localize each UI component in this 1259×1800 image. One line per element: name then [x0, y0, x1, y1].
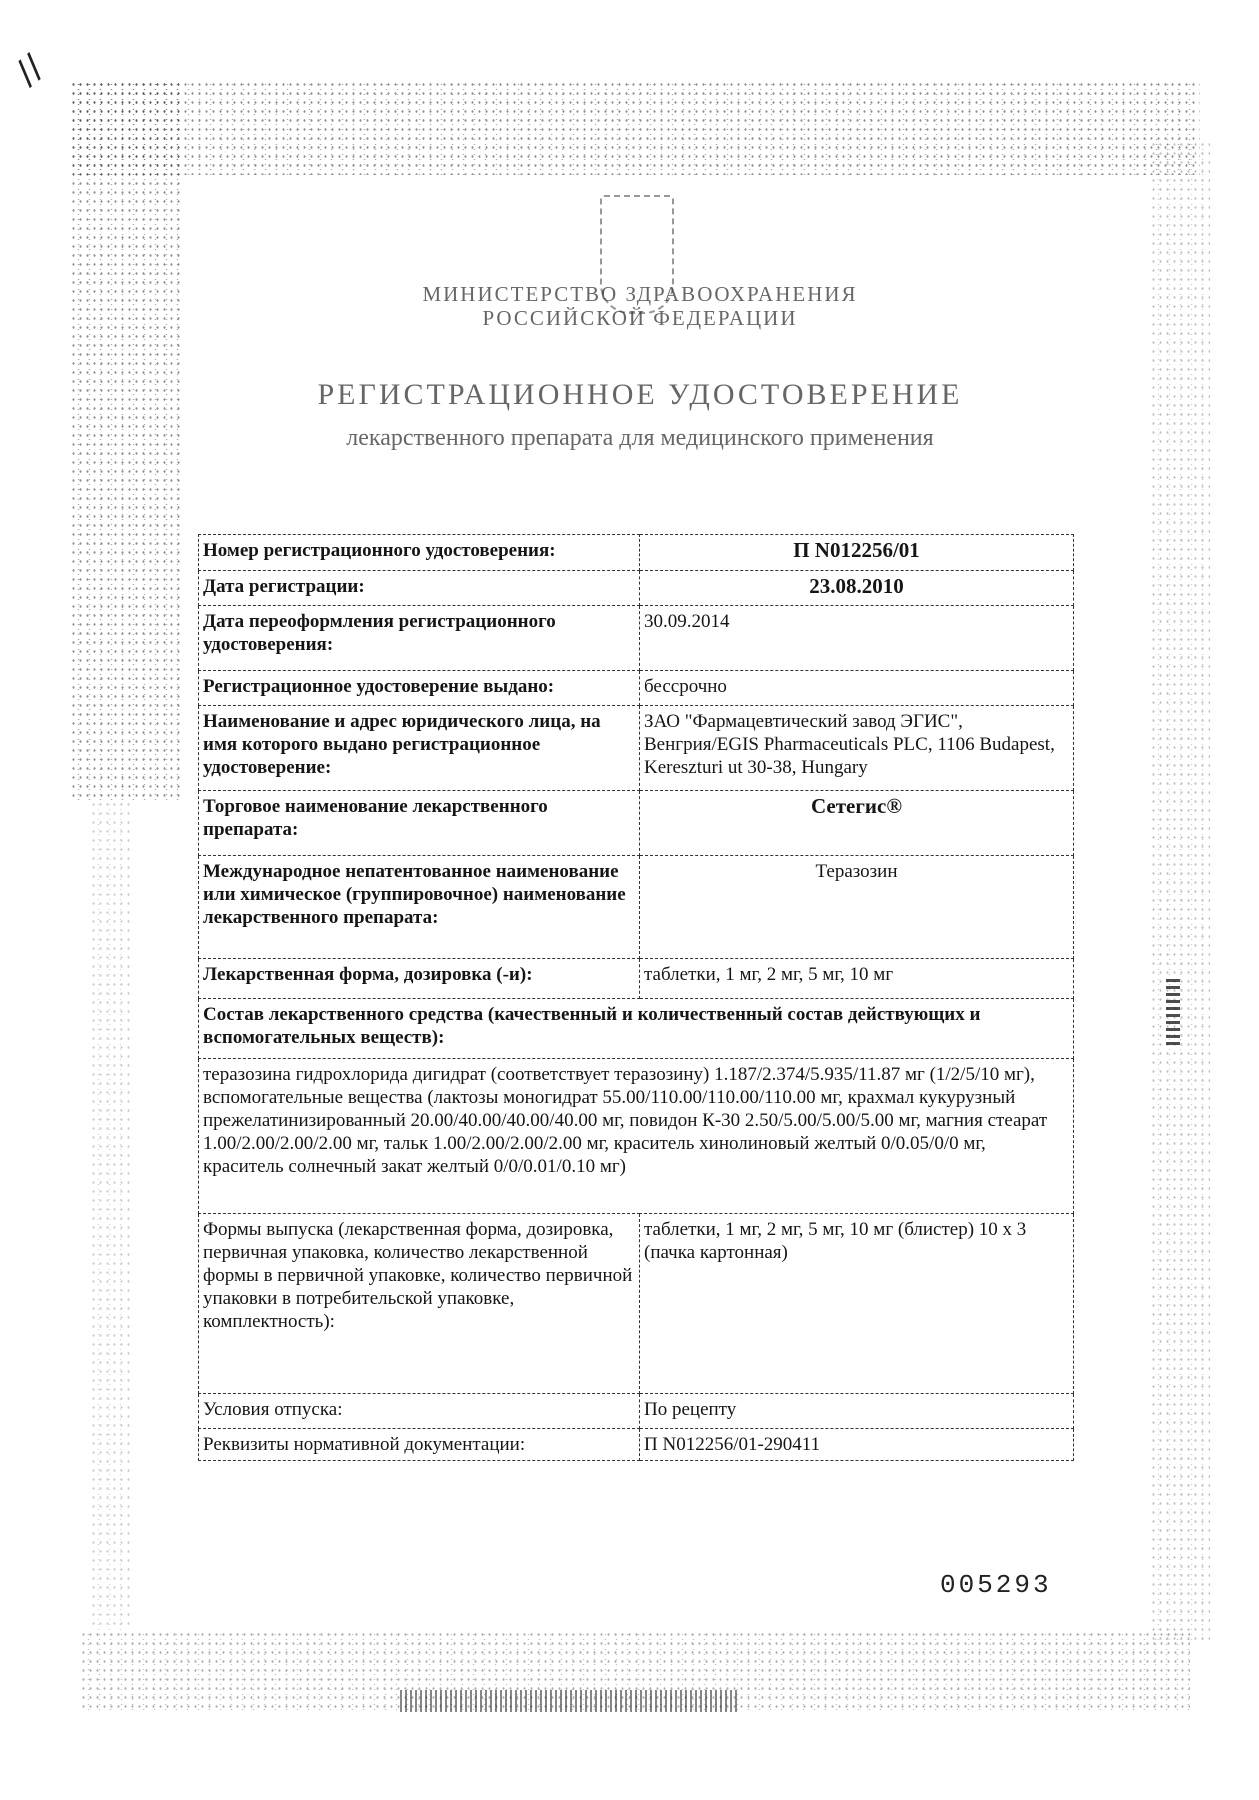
- serial-number-stamp: 005293: [940, 1570, 1052, 1600]
- table-row: [199, 571, 1074, 606]
- row-label: Дата переоформления регистрационного удостоверения:: [199, 606, 640, 671]
- ornamental-border-right: [1150, 140, 1210, 1640]
- ministry-line-1: МИНИСТЕРСТВО ЗДРАВООХРАНЕНИЯ: [422, 282, 858, 306]
- holder-name-address: ЗАО "Фармацевтический завод ЭГИС", Венгрия/EGIS Pharmaceuticals PLC, 1106 Budapest, Kereszturi ut 30-38, Hungary: [640, 706, 1074, 791]
- table-row: [199, 706, 1074, 791]
- table-row: [199, 1394, 1074, 1429]
- dispensing-conditions: По рецепту: [640, 1394, 1074, 1429]
- row-label: Дата регистрации:: [199, 571, 640, 606]
- dosage-form: таблетки, 1 мг, 2 мг, 5 мг, 10 мг: [640, 959, 1074, 999]
- composition-text: теразозина гидрохлорида дигидрат (соответствует теразозину) 1.187/2.374/5.935/11.87 мг (1/2/5/10 мг), вспомогательные вещества (лактозы моногидрат 55.00/110.00/110.00/110.00 мг, крахмал кукурузный прежелатинизированный 20.00/40.00/40.00/40.00 мг, повидон К-30 2.50/5.00/5.00/5.00 мг, магния стеарат 1.00/2.00/2.00/2.00 мг, тальк 1.00/2.00/2.00/2.00 мг, краситель хинолиновый желтый 0/0.05/0/0 мг, краситель солнечный закат желтый 0/0/0.01/0.10 мг): [199, 1059, 1074, 1214]
- table-row: [199, 856, 1074, 959]
- table-row: [199, 999, 1074, 1059]
- registration-number: П N012256/01: [640, 535, 1074, 571]
- table-row: [199, 535, 1074, 571]
- row-label: Международное непатентованное наименование или химическое (группировочное) наименование лекарственного препарата:: [199, 856, 640, 959]
- table-row: [199, 1429, 1074, 1461]
- table-row: [199, 959, 1074, 999]
- row-label: Наименование и адрес юридического лица, на имя которого выдано регистрационное удостоверение:: [199, 706, 640, 791]
- ornamental-border-left-lower: [90, 800, 130, 1630]
- ornamental-border-left: [70, 80, 180, 800]
- release-forms: таблетки, 1 мг, 2 мг, 5 мг, 10 мг (блистер) 10 x 3 (пачка картонная): [640, 1214, 1074, 1394]
- row-label: Реквизиты нормативной документации:: [199, 1429, 640, 1461]
- table-row: [199, 791, 1074, 856]
- reissue-date: 30.09.2014: [640, 606, 1074, 671]
- normative-doc-reference: П N012256/01-290411: [640, 1429, 1074, 1461]
- row-label: Номер регистрационного удостоверения:: [199, 535, 640, 571]
- row-label: Формы выпуска (лекарственная форма, дозировка, первичная упаковка, количество лекарственной формы в первичной упаковке, количество первичной упаковки в потребительской упаковке, комплектность):: [199, 1214, 640, 1394]
- registration-date: 23.08.2010: [640, 571, 1074, 606]
- row-label: Лекарственная форма, дозировка (-и):: [199, 959, 640, 999]
- ministry-line-2: РОССИЙСКОЙ ФЕДЕРАЦИИ: [482, 306, 798, 330]
- corner-handwritten-mark: //: [7, 47, 52, 93]
- table-row: [199, 1059, 1074, 1214]
- ministry-header: [250, 282, 1030, 330]
- side-vertical-stamp: [1166, 975, 1180, 1045]
- table-row: [199, 1214, 1074, 1394]
- table-row: [199, 671, 1074, 706]
- trade-name: Сетегис®: [640, 791, 1074, 856]
- composition-header: Состав лекарственного средства (качественный и количественный состав действующих и вспомогательных веществ):: [199, 999, 1074, 1059]
- validity-term: бессрочно: [640, 671, 1074, 706]
- bottom-security-band: [400, 1690, 740, 1712]
- registration-table: [198, 534, 1074, 1461]
- row-label: Условия отпуска:: [199, 1394, 640, 1429]
- document-title: РЕГИСТРАЦИОННОЕ УДОСТОВЕРЕНИЕ: [317, 378, 963, 411]
- document-subtitle: лекарственного препарата для медицинского применения: [346, 425, 934, 451]
- row-label: Торговое наименование лекарственного препарата:: [199, 791, 640, 856]
- row-label: Регистрационное удостоверение выдано:: [199, 671, 640, 706]
- ornamental-border-top: [70, 80, 1200, 175]
- inn-name: Теразозин: [640, 856, 1074, 959]
- table-row: [199, 606, 1074, 671]
